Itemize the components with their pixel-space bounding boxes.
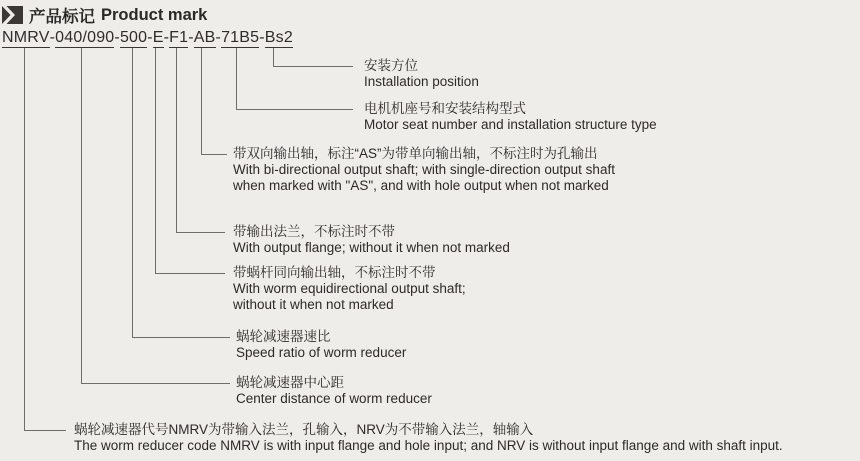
connector-vline-nmrv (24, 48, 25, 430)
annotation-output-flange (233, 224, 510, 256)
code-segment-ab: AB (193, 29, 216, 46)
code-segment-center-distance: 040/090 (55, 29, 115, 46)
connector-vline-motor-seat (236, 48, 237, 109)
connector-hline-f1 (176, 232, 225, 233)
code-segment-ratio: 500 (119, 29, 148, 46)
annotation-en-line: Motor seat number and installation structure type (364, 117, 657, 132)
section-title-en: Product mark (101, 5, 208, 24)
connector-hline-ratio (132, 337, 230, 338)
connector-hline-e (155, 273, 225, 274)
annotation-zh-line: 蜗轮减速器中心距 (236, 375, 344, 390)
code-separator: - (259, 29, 265, 46)
connector-hline-position (273, 66, 353, 67)
right-arrow-block-icon (2, 6, 23, 24)
annotation-en-line: without it when not marked (233, 297, 394, 312)
connector-vline-e (155, 48, 156, 273)
annotation-installation-position (364, 58, 479, 90)
code-segment-nmrv: NMRV (2, 29, 50, 46)
code-separator: - (114, 29, 120, 46)
annotation-en-line: With bi-directional output shaft; with single-direction output shaft (233, 162, 615, 177)
code-segment-position: Bs2 (264, 29, 293, 46)
annotation-worm-equidirectional-shaft (233, 265, 466, 313)
annotation-bidirectional-shaft (233, 146, 615, 194)
annotation-en-line: Speed ratio of worm reducer (236, 345, 407, 360)
code-separator: - (147, 29, 153, 46)
code-separator: - (215, 29, 222, 46)
connector-hline-nmrv (24, 430, 66, 431)
section-header (2, 3, 207, 27)
annotation-zh-line: 带输出法兰，不标注时不带 (233, 224, 395, 239)
annotation-en-line: Installation position (364, 74, 479, 89)
annotation-zh-line: 蜗轮减速器速比 (236, 329, 331, 344)
code-segment-f1: F1 (169, 29, 189, 46)
annotation-zh-line: 电机机座号和安装结构型式 (364, 101, 526, 116)
connector-vline-position (273, 48, 274, 66)
annotation-en-line: The worm reducer code NMRV is with input flange and hole input; and NRV is without input flange and with shaft input. (74, 438, 783, 453)
section-title-zh: 产品标记 (29, 8, 95, 26)
annotation-en-line: With output flange; without it when not marked (233, 240, 510, 255)
code-separator: - (163, 29, 170, 46)
connector-hline-motor-seat (236, 109, 353, 110)
annotation-en-line: With worm equidirectional output shaft; (233, 281, 466, 296)
connector-vline-center-distance (81, 48, 82, 383)
connector-hline-ab (201, 154, 227, 155)
connector-hline-center-distance (81, 383, 230, 384)
annotation-en-line: when marked with "AS", and with hole output when not marked (233, 178, 609, 193)
code-segment-motor-seat: 71B5 (221, 29, 260, 46)
product-code (2, 30, 293, 48)
annotation-zh-line: 蜗轮减速器代号NMRV为带输入法兰，孔输入，NRV为不带输入法兰，轴输入 (74, 422, 534, 437)
annotation-speed-ratio (236, 329, 406, 361)
annotation-zh-line: 安装方位 (364, 58, 418, 73)
annotation-zh-line: 带蜗杆同向输出轴，不标注时不带 (233, 265, 436, 280)
code-separator: - (49, 29, 56, 46)
code-separator: - (188, 29, 194, 46)
annotation-motor-seat (364, 101, 657, 133)
code-segment-e: E (152, 29, 164, 46)
annotation-en-line: Center distance of worm reducer (236, 391, 432, 406)
annotation-reducer-code (74, 422, 783, 454)
annotation-center-distance (236, 375, 432, 407)
annotation-zh-line: 带双向输出轴，标注“AS”为带单向输出轴，不标注时为孔输出 (233, 146, 598, 161)
connector-vline-ab (201, 48, 202, 154)
connector-vline-f1 (176, 48, 177, 232)
connector-vline-ratio (132, 48, 133, 337)
